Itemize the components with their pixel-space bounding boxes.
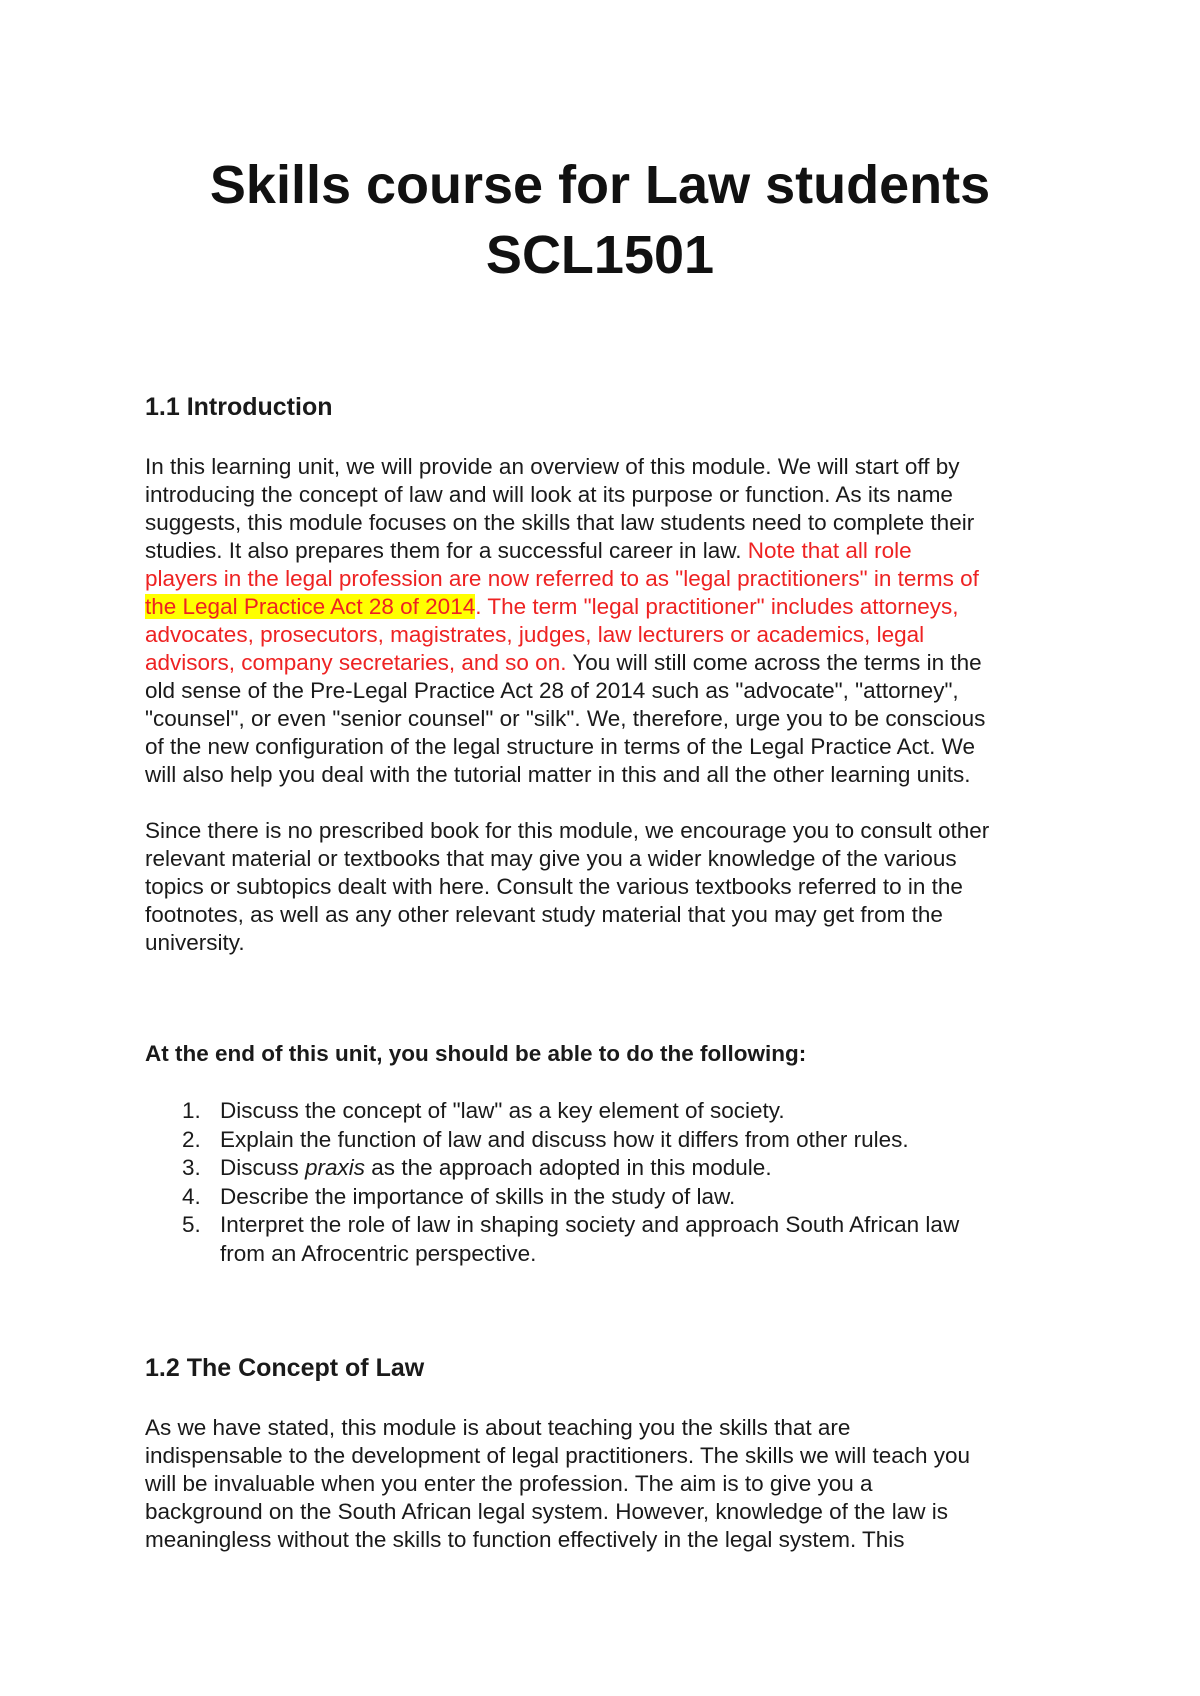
text-line: will be invaluable when you enter the profession. The aim is to give you a	[145, 1471, 873, 1496]
red-note-text: advisors, company secretaries, and so on.	[145, 650, 567, 675]
introduction-paragraph-2	[145, 817, 1075, 957]
list-item	[145, 1154, 1075, 1183]
title-course-code: SCL1501	[485, 225, 715, 285]
list-item-text: Describe the importance of skills in the study of law.	[220, 1183, 736, 1209]
text-line: university.	[145, 930, 245, 955]
list-item	[145, 1126, 1075, 1155]
text-line: background on the South African legal system. However, knowledge of the law is	[145, 1499, 948, 1524]
objectives-heading: At the end of this unit, you should be able to do the following:	[145, 1041, 807, 1066]
text-line: Interpret the role of law in shaping society and approach South African law	[220, 1212, 960, 1237]
list-number: 4.	[182, 1183, 201, 1209]
text-line: from an Afrocentric perspective.	[220, 1240, 537, 1266]
text-line: will also help you deal with the tutorial matter in this and all the other learning units.	[145, 762, 971, 787]
list-number: 5.	[182, 1212, 201, 1237]
italic-term: praxis	[305, 1155, 366, 1180]
section-heading-concept-of-law: 1.2 The Concept of Law	[145, 1354, 425, 1382]
list-item-text: Discuss the concept of "law" as a key element of society.	[220, 1098, 785, 1123]
text-line: footnotes, as well as any other relevant study material that you may get from the	[145, 902, 943, 927]
list-item-text	[220, 1155, 772, 1180]
document-title	[0, 150, 1200, 290]
text-line: suggests, this module focuses on the skills that law students need to complete their	[145, 510, 975, 535]
highlighted-act-reference: the Legal Practice Act 28 of 2014	[145, 594, 476, 619]
title-line-1: Skills course for Law students	[209, 155, 991, 215]
text-line: topics or subtopics dealt with here. Consult the various textbooks referred to in the	[145, 874, 963, 899]
text-line: relevant material or textbooks that may give you a wider knowledge of the various	[145, 846, 957, 871]
text-line: Since there is no prescribed book for this module, we encourage you to consult other	[145, 818, 990, 843]
text-line: indispensable to the development of legal practitioners. The skills we will teach you	[145, 1443, 971, 1468]
list-number: 1.	[182, 1098, 201, 1123]
objectives-list	[145, 1097, 1075, 1268]
red-note-text: Note that all role	[747, 538, 912, 563]
text-run: Discuss	[220, 1155, 306, 1180]
red-note-text: advocates, prosecutors, magistrates, judges, law lecturers or academics, legal	[145, 622, 925, 647]
text-line	[145, 593, 1075, 621]
text-line: In this learning unit, we will provide an overview of this module. We will start off by	[145, 454, 960, 479]
red-note-text: . The term "legal practitioner" includes attorneys,	[475, 594, 959, 619]
text-line: meaningless without the skills to function effectively in the legal system. This	[145, 1527, 905, 1552]
introduction-paragraph-1	[145, 453, 1075, 789]
text-line: "counsel", or even "senior counsel" or "silk". We, therefore, urge you to be conscious	[145, 706, 986, 731]
text-line	[145, 537, 1075, 565]
list-number: 2.	[182, 1126, 201, 1152]
text-line	[145, 649, 1075, 677]
list-item	[145, 1183, 1075, 1212]
text-line: old sense of the Pre-Legal Practice Act 28 of 2014 such as "advocate", "attorney",	[145, 678, 959, 703]
text-run: as the approach adopted in this module.	[365, 1155, 772, 1180]
list-item	[145, 1097, 1075, 1126]
section-heading-introduction: 1.1 Introduction	[145, 393, 333, 421]
text-run: You will still come across the terms in the	[566, 650, 982, 675]
text-line: introducing the concept of law and will look at its purpose or function. As its name	[145, 482, 953, 507]
list-item-text: Explain the function of law and discuss how it differs from other rules.	[220, 1126, 909, 1152]
list-number: 3.	[182, 1155, 201, 1180]
concept-of-law-paragraph-1	[145, 1414, 1075, 1554]
text-line: of the new configuration of the legal structure in terms of the Legal Practice Act. We	[145, 734, 976, 759]
text-line: As we have stated, this module is about teaching you the skills that are	[145, 1415, 851, 1440]
list-item-text	[220, 1211, 1075, 1268]
text-run: studies. It also prepares them for a successful career in law.	[145, 538, 748, 563]
red-note-text: players in the legal profession are now referred to as "legal practitioners" in terms of	[145, 566, 979, 591]
list-item	[145, 1211, 1075, 1268]
